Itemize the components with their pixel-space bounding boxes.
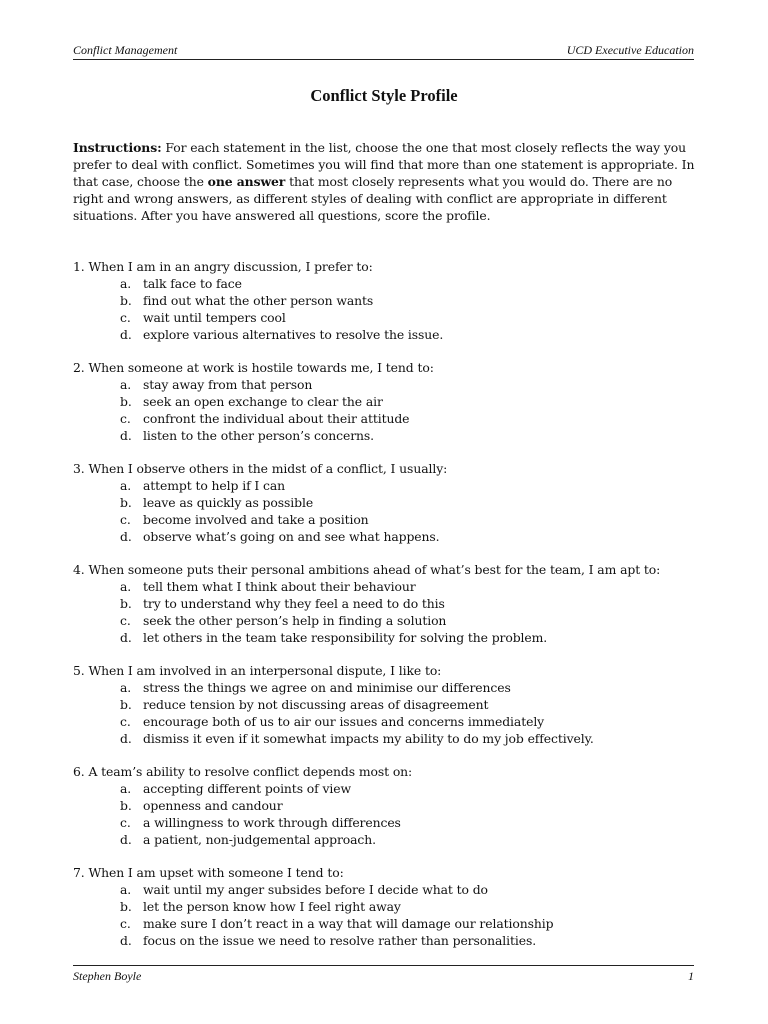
option-letter: b. [120, 899, 132, 914]
answer-options [73, 881, 703, 949]
answer-options [73, 679, 703, 747]
question-text: 3. When I observe others in the midst of a conflict, I usually: [73, 461, 448, 476]
option-text: explore various alternatives to resolve the issue. [143, 327, 444, 342]
option-text: confront the individual about their attitude [143, 411, 410, 426]
option-letter: d. [120, 630, 132, 645]
option-letter: b. [120, 798, 132, 813]
option-letter: b. [120, 394, 132, 409]
option-text: tell them what I think about their behaviour [143, 579, 416, 594]
answer-option [73, 477, 703, 494]
question-text: 4. When someone puts their personal ambitions ahead of what’s best for the team, I am apt to: [73, 562, 661, 577]
option-text: focus on the issue we need to resolve rather than personalities. [143, 933, 537, 948]
page-header [73, 43, 694, 60]
option-letter: d. [120, 832, 132, 847]
page-footer [73, 965, 694, 984]
option-letter: c. [120, 714, 131, 729]
option-letter: c. [120, 411, 131, 426]
option-text: seek the other person’s help in finding a solution [143, 613, 447, 628]
question-2 [73, 359, 703, 444]
answer-option [73, 275, 703, 292]
answer-option [73, 309, 703, 326]
answer-options [73, 578, 703, 646]
instructions-line: situations. After you have answered all questions, score the profile. [73, 208, 491, 223]
option-letter: d. [120, 327, 132, 342]
instructions-text: that case, choose the [73, 174, 208, 189]
option-text: find out what the other person wants [143, 293, 374, 308]
answer-option [73, 797, 703, 814]
option-text: a patient, non-judgemental approach. [143, 832, 376, 847]
question-4 [73, 561, 703, 646]
question-text: 1. When I am in an angry discussion, I prefer to: [73, 259, 373, 274]
option-text: dismiss it even if it somewhat impacts my ability to do my job effectively. [143, 731, 594, 746]
option-text: openness and candour [143, 798, 283, 813]
instructions-paragraph [73, 139, 698, 224]
question-text: 6. A team’s ability to resolve conflict depends most on: [73, 764, 413, 779]
option-letter: c. [120, 916, 131, 931]
answer-option [73, 679, 703, 696]
answer-options [73, 376, 703, 444]
answer-option [73, 915, 703, 932]
option-letter: c. [120, 815, 131, 830]
option-text: accepting different points of view [143, 781, 351, 796]
question-6 [73, 763, 703, 848]
option-text: try to understand why they feel a need to do this [143, 596, 445, 611]
question-text: 5. When I am involved in an interpersonal dispute, I like to: [73, 663, 442, 678]
answer-option [73, 511, 703, 528]
option-text: reduce tension by not discussing areas of disagreement [143, 697, 489, 712]
answer-options [73, 477, 703, 545]
option-text: wait until tempers cool [143, 310, 286, 325]
option-letter: c. [120, 613, 131, 628]
answer-option [73, 292, 703, 309]
answer-option [73, 814, 703, 831]
option-text: listen to the other person’s concerns. [143, 428, 375, 443]
option-text: talk face to face [143, 276, 242, 291]
answer-option [73, 410, 703, 427]
option-text: wait until my anger subsides before I decide what to do [143, 882, 488, 897]
question-text: 2. When someone at work is hostile towards me, I tend to: [73, 360, 434, 375]
answer-option [73, 528, 703, 545]
option-letter: b. [120, 697, 132, 712]
instructions-line [73, 173, 698, 190]
option-letter: c. [120, 310, 131, 325]
instructions-emphasis: one answer [207, 174, 286, 189]
option-text: make sure I don’t react in a way that will damage our relationship [143, 916, 554, 931]
answer-options [73, 275, 703, 343]
option-text: let others in the team take responsibility for solving the problem. [143, 630, 548, 645]
option-letter: b. [120, 596, 132, 611]
page-number: 1 [688, 969, 694, 983]
answer-option [73, 612, 703, 629]
instructions-line [73, 139, 698, 156]
question-5 [73, 662, 703, 747]
option-letter: c. [120, 512, 131, 527]
option-text: a willingness to work through differences [143, 815, 401, 830]
option-text: become involved and take a position [143, 512, 369, 527]
answer-option [73, 578, 703, 595]
question-7 [73, 864, 703, 949]
option-letter: d. [120, 933, 132, 948]
instructions-line: right and wrong answers, as different styles of dealing with conflict are appropriate in different [73, 191, 667, 206]
footer-author: Stephen Boyle [73, 969, 142, 983]
option-letter: b. [120, 293, 132, 308]
answer-option [73, 629, 703, 646]
option-letter: d. [120, 428, 132, 443]
option-letter: d. [120, 731, 132, 746]
option-text: stay away from that person [143, 377, 313, 392]
answer-option [73, 376, 703, 393]
document-title: Conflict Style Profile [310, 86, 458, 105]
option-letter: b. [120, 495, 132, 510]
option-text: encourage both of us to air our issues and concerns immediately [143, 714, 545, 729]
option-letter: a. [120, 882, 132, 897]
answer-option [73, 595, 703, 612]
option-text: observe what’s going on and see what happens. [143, 529, 440, 544]
answer-option [73, 393, 703, 410]
option-letter: a. [120, 377, 132, 392]
option-letter: a. [120, 478, 132, 493]
answer-option [73, 898, 703, 915]
answer-option [73, 494, 703, 511]
option-text: seek an open exchange to clear the air [143, 394, 383, 409]
answer-option [73, 427, 703, 444]
option-text: stress the things we agree on and minimise our differences [143, 680, 511, 695]
question-3 [73, 460, 703, 545]
instructions-line: prefer to deal with conflict. Sometimes you will find that more than one statement is appropriate. In [73, 157, 695, 172]
option-text: attempt to help if I can [143, 478, 286, 493]
answer-option [73, 780, 703, 797]
option-text: let the person know how I feel right away [143, 899, 401, 914]
instructions-label: Instructions: [73, 140, 162, 155]
header-course-title: Conflict Management [73, 43, 178, 57]
header-organisation: UCD Executive Education [566, 43, 694, 57]
option-letter: d. [120, 529, 132, 544]
answer-option [73, 730, 703, 747]
answer-option [73, 881, 703, 898]
answer-options [73, 780, 703, 848]
answer-option [73, 696, 703, 713]
question-text: 7. When I am upset with someone I tend to: [73, 865, 344, 880]
option-letter: a. [120, 579, 132, 594]
instructions-text: For each statement in the list, choose the one that most closely reflects the way you [161, 140, 687, 155]
answer-option [73, 326, 703, 343]
question-list [73, 258, 703, 965]
question-1 [73, 258, 703, 343]
option-letter: a. [120, 680, 132, 695]
instructions-text: that most closely represents what you would do. There are no [285, 174, 673, 189]
answer-option [73, 831, 703, 848]
option-letter: a. [120, 276, 132, 291]
answer-option [73, 932, 703, 949]
answer-option [73, 713, 703, 730]
option-text: leave as quickly as possible [143, 495, 314, 510]
option-letter: a. [120, 781, 132, 796]
